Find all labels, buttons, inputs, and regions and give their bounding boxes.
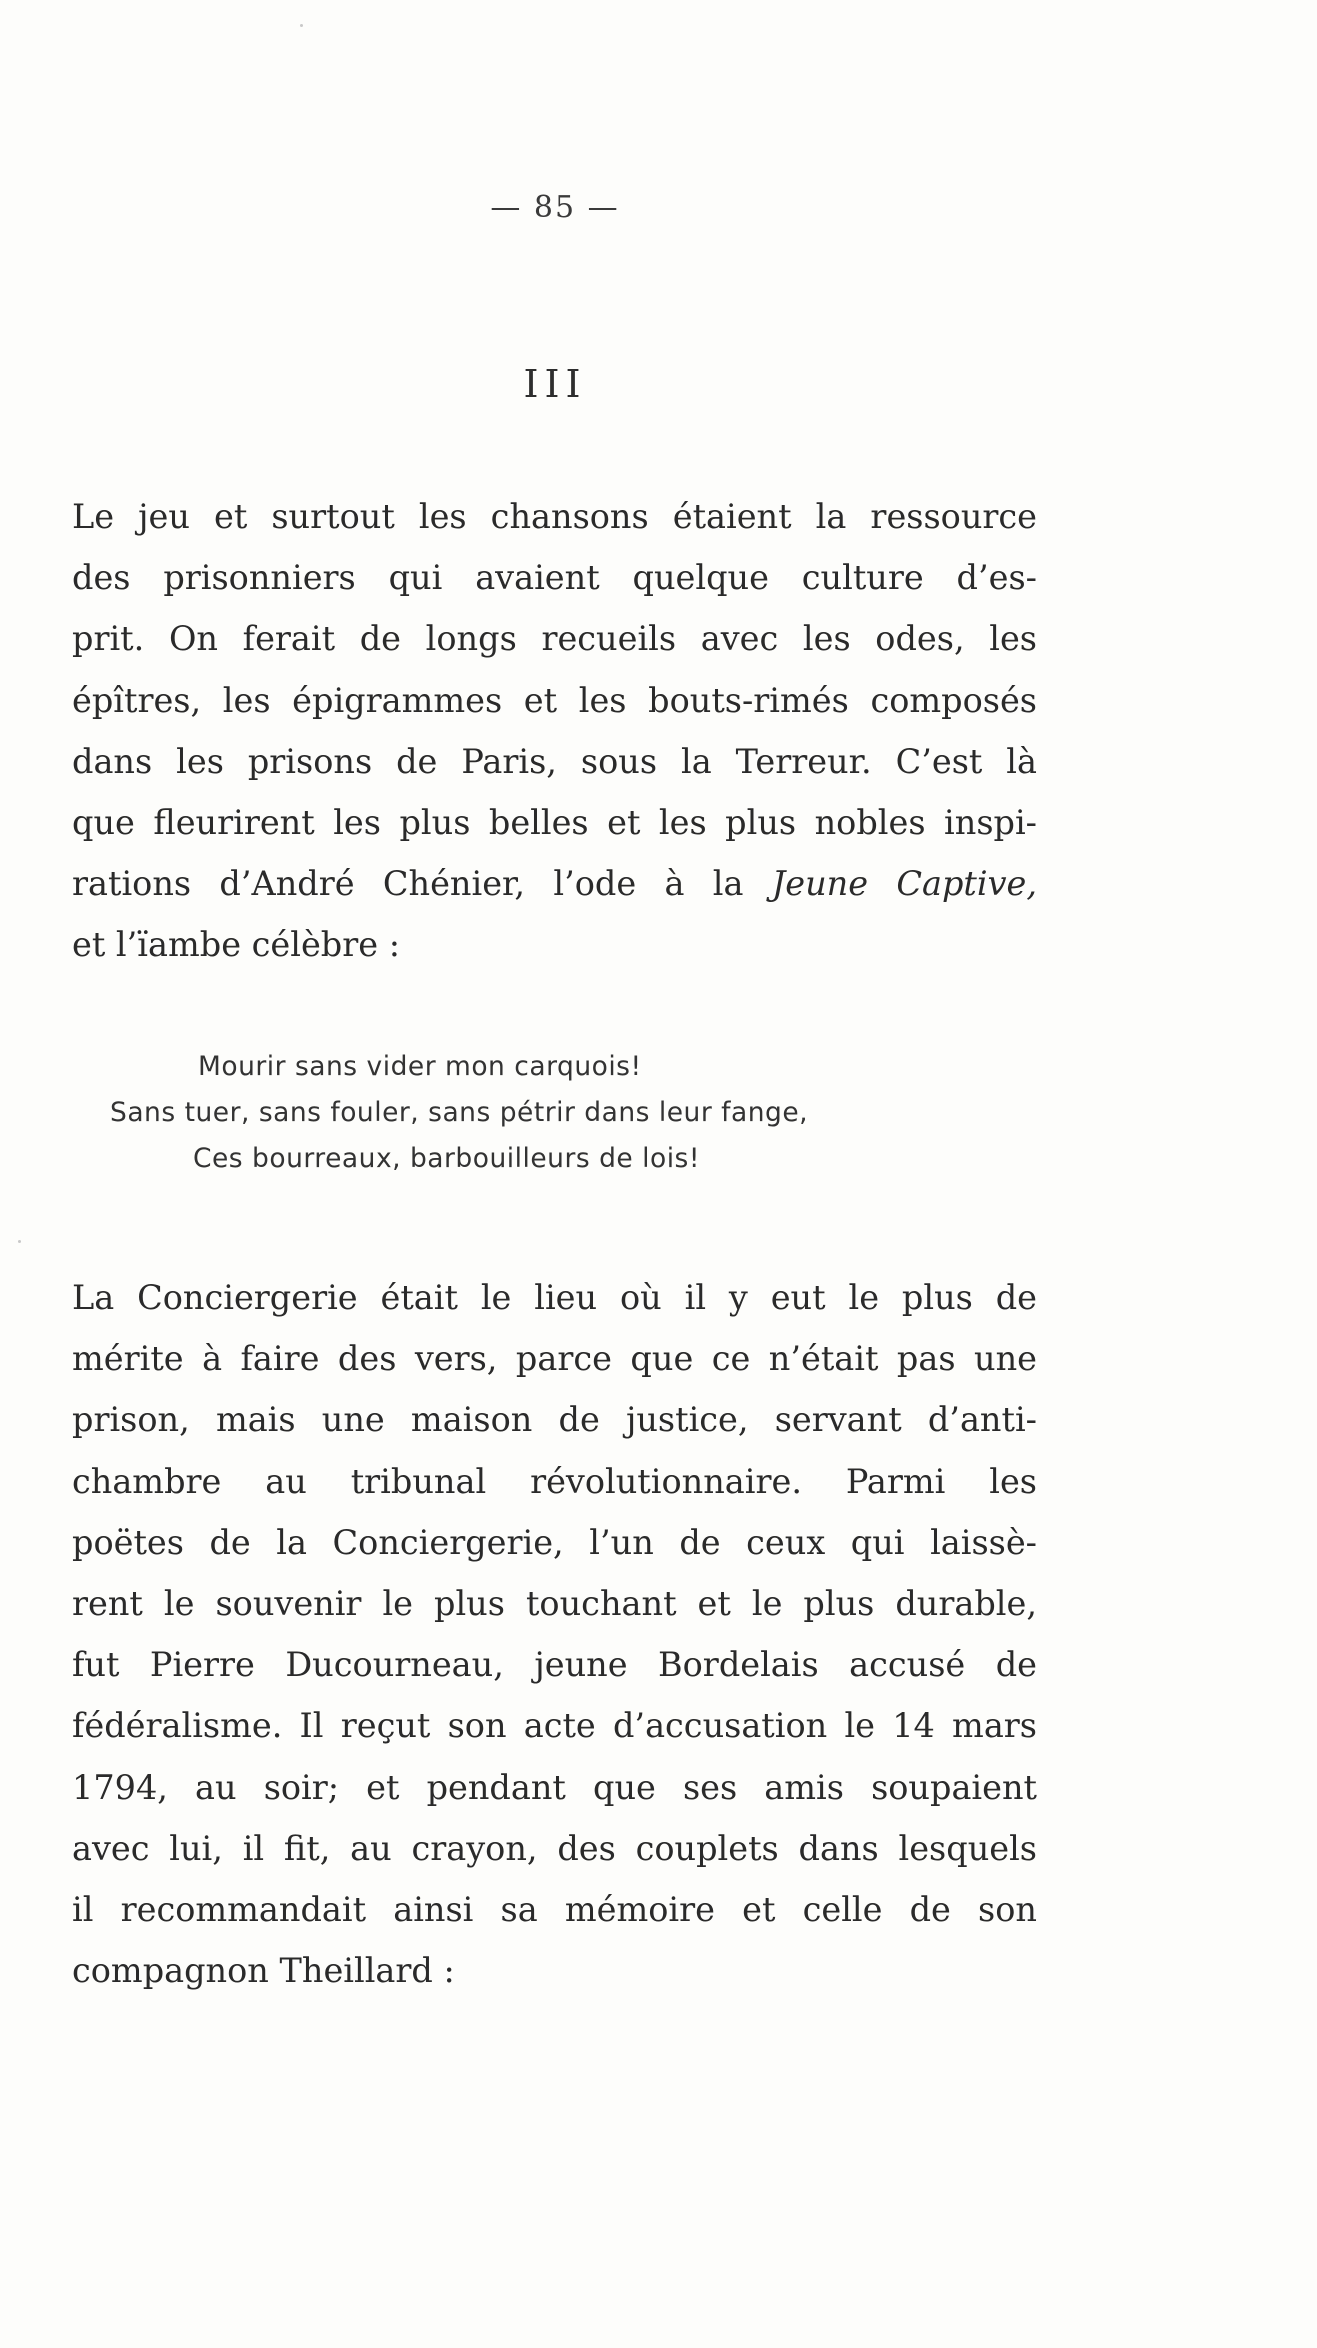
paper-speck [18, 1240, 21, 1243]
paragraph-2-line-9: 1794, au soir; et pendant que ses amis soupaient [72, 1767, 1037, 1807]
paragraph-1-line-3: prit. On ferait de longs recueils avec les odes, les [72, 619, 1037, 659]
poem-title-jeune-captive: Jeune Captive, [771, 864, 1037, 904]
paragraph-2-line-4: chambre au tribunal révolutionnaire. Parmi les [72, 1461, 1037, 1501]
paragraph-1-line-1: Le jeu et surtout les chansons étaient la ressource [72, 497, 1037, 536]
paragraph-2-line-2: mérite à faire des vers, parce que ce n’était pas une [72, 1339, 1037, 1379]
paragraph-1-line-6: que fleurirent les plus belles et les plus nobles inspi- [72, 803, 1037, 843]
paragraph-1-line-7-text: rations d’André Chénier, l’ode à la [72, 864, 744, 904]
paragraph-1-line-4: épîtres, les épigrammes et les bouts-rimés composés [72, 680, 1037, 720]
paragraph-1-line-7 [72, 853, 1037, 914]
paragraph-2-line-11: il recommandait ainsi sa mémoire et celle de son [72, 1890, 1037, 1930]
chapter-heading: III [523, 362, 587, 406]
paragraph-2-line-12: compagnon Theillard : [72, 1951, 455, 1991]
paragraph-2-line-3: prison, mais une maison de justice, servant d’anti- [72, 1400, 1037, 1440]
verse-quotation [110, 1044, 808, 1182]
paragraph-2-line-8: fédéralisme. Il reçut son acte d’accusation le 14 mars [72, 1706, 1037, 1746]
paragraph-2-line-1: La Conciergerie était le lieu où il y eut le plus de [72, 1278, 1037, 1317]
verse-line-1: Mourir sans vider mon carquois! [198, 1051, 642, 1082]
paper-speck [300, 24, 303, 27]
paragraph-1 [72, 486, 1037, 976]
verse-line-3: Ces bourreaux, barbouilleurs de lois! [193, 1143, 700, 1174]
paragraph-2-line-5: poëtes de la Conciergerie, l’un de ceux qui laissè- [72, 1522, 1037, 1562]
paragraph-1-line-2: des prisonniers qui avaient quelque culture d’es- [72, 558, 1037, 598]
paragraph-2-line-10: avec lui, il fit, au crayon, des couplets dans lesquels [72, 1828, 1037, 1868]
paragraph-2-line-7: fut Pierre Ducourneau, jeune Bordelais accusé de [72, 1645, 1037, 1685]
paragraph-2 [72, 1267, 1037, 2001]
paragraph-1-line-8: et l’ïambe célèbre : [72, 925, 401, 965]
page-number: — 85 — [490, 190, 620, 225]
paragraph-1-line-5: dans les prisons de Paris, sous la Terreur. C’est là [72, 741, 1037, 781]
paragraph-2-line-6: rent le souvenir le plus touchant et le plus durable, [72, 1584, 1037, 1624]
verse-line-2: Sans tuer, sans fouler, sans pétrir dans leur fange, [110, 1097, 809, 1128]
